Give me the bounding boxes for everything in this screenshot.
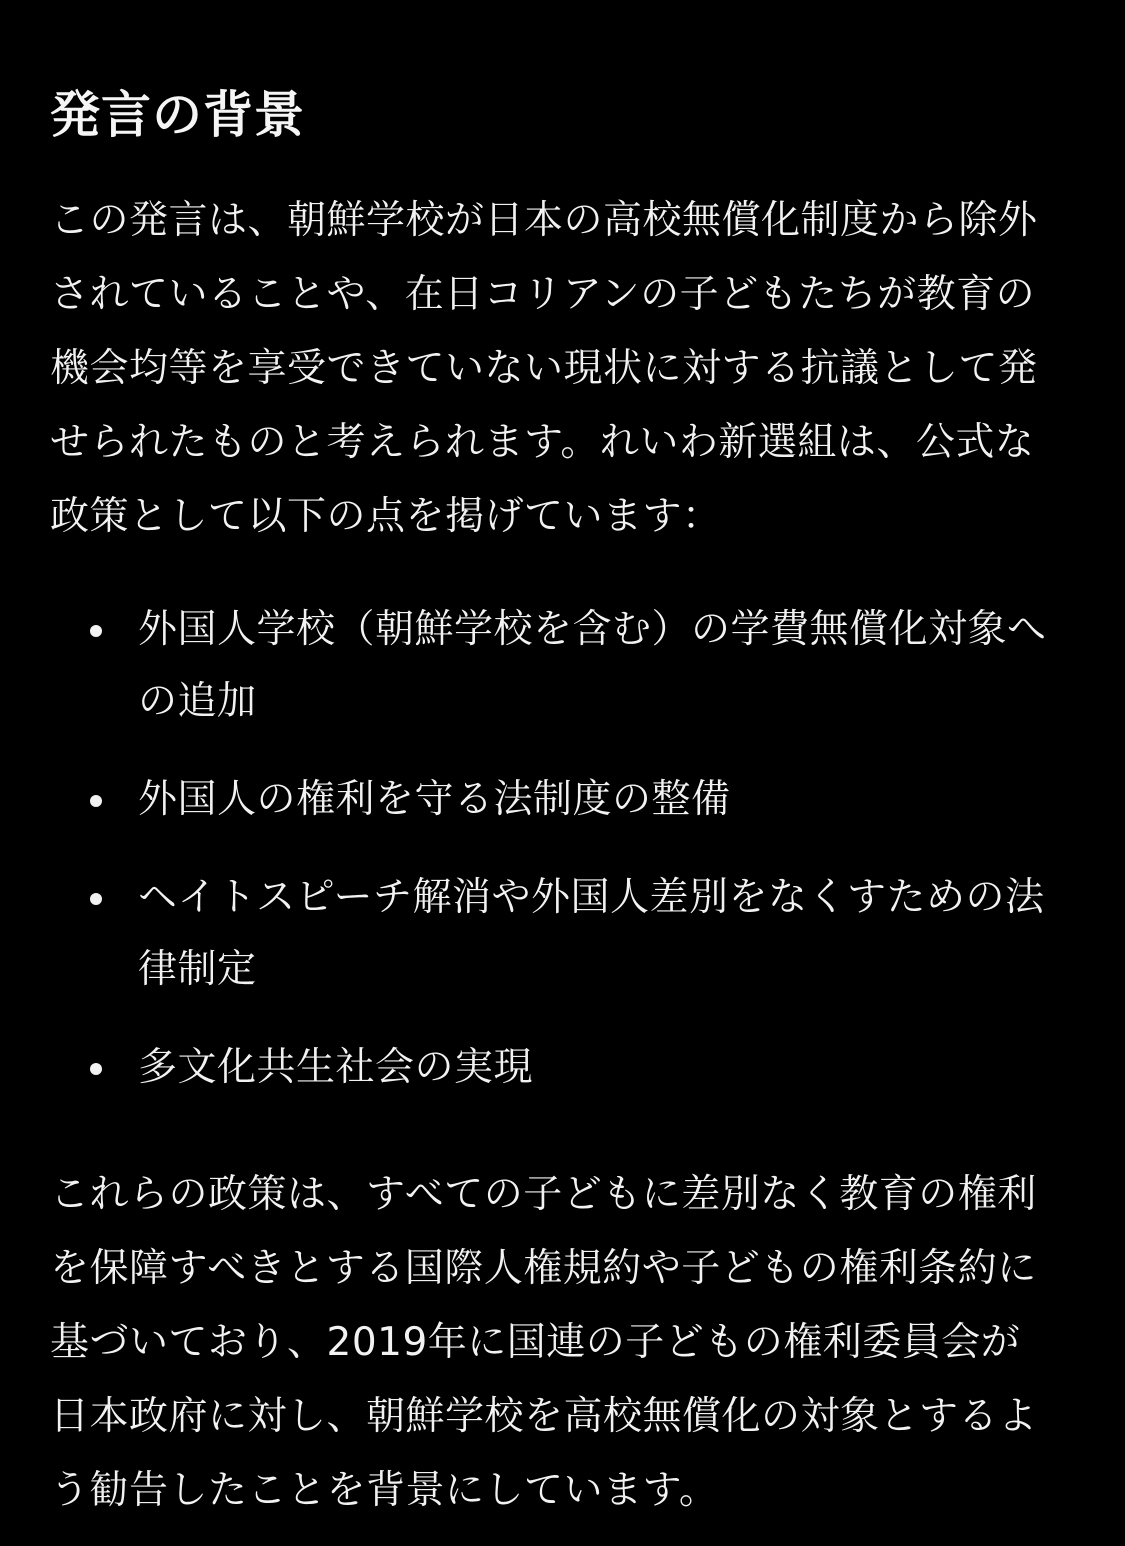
bullet-icon — [90, 625, 102, 637]
list-item — [50, 764, 1055, 836]
intro-paragraph: この発言は、朝鮮学校が日本の高校無償化制度から除外されていることや、在日コリアンの子どもたちが教育の機会均等を享受できていない現状に対する抗議として発せられたものと考えられます。れいわ新選組は、公式な政策として以下の点を掲げています： — [50, 198, 1038, 539]
list-item-text: 外国人の権利を守る法制度の整備 — [138, 777, 731, 822]
bullet-icon — [90, 795, 102, 807]
policy-list — [50, 594, 1055, 1104]
list-item — [50, 594, 1055, 738]
section-heading: 発言の背景 — [50, 86, 305, 144]
list-item-text: 多文化共生社会の実現 — [138, 1045, 534, 1090]
bullet-icon — [90, 1063, 102, 1075]
list-item — [50, 862, 1055, 1006]
list-item-text: ヘイトスピーチ解消や外国人差別をなくすための法律制定 — [138, 875, 1045, 992]
list-item-text: 外国人学校（朝鮮学校を含む）の学費無償化対象への追加 — [138, 607, 1047, 724]
closing-paragraph: これらの政策は、すべての子どもに差別なく教育の権利を保障すべきとする国際人権規約や子どもの権利条約に基づいており、2019年に国連の子どもの権利委員会が日本政府に対し、朝鮮学校を高校無償化の対象とするよう勧告したことを背景にしています。 — [50, 1172, 1038, 1513]
bullet-icon — [90, 893, 102, 905]
list-item — [50, 1032, 1055, 1104]
